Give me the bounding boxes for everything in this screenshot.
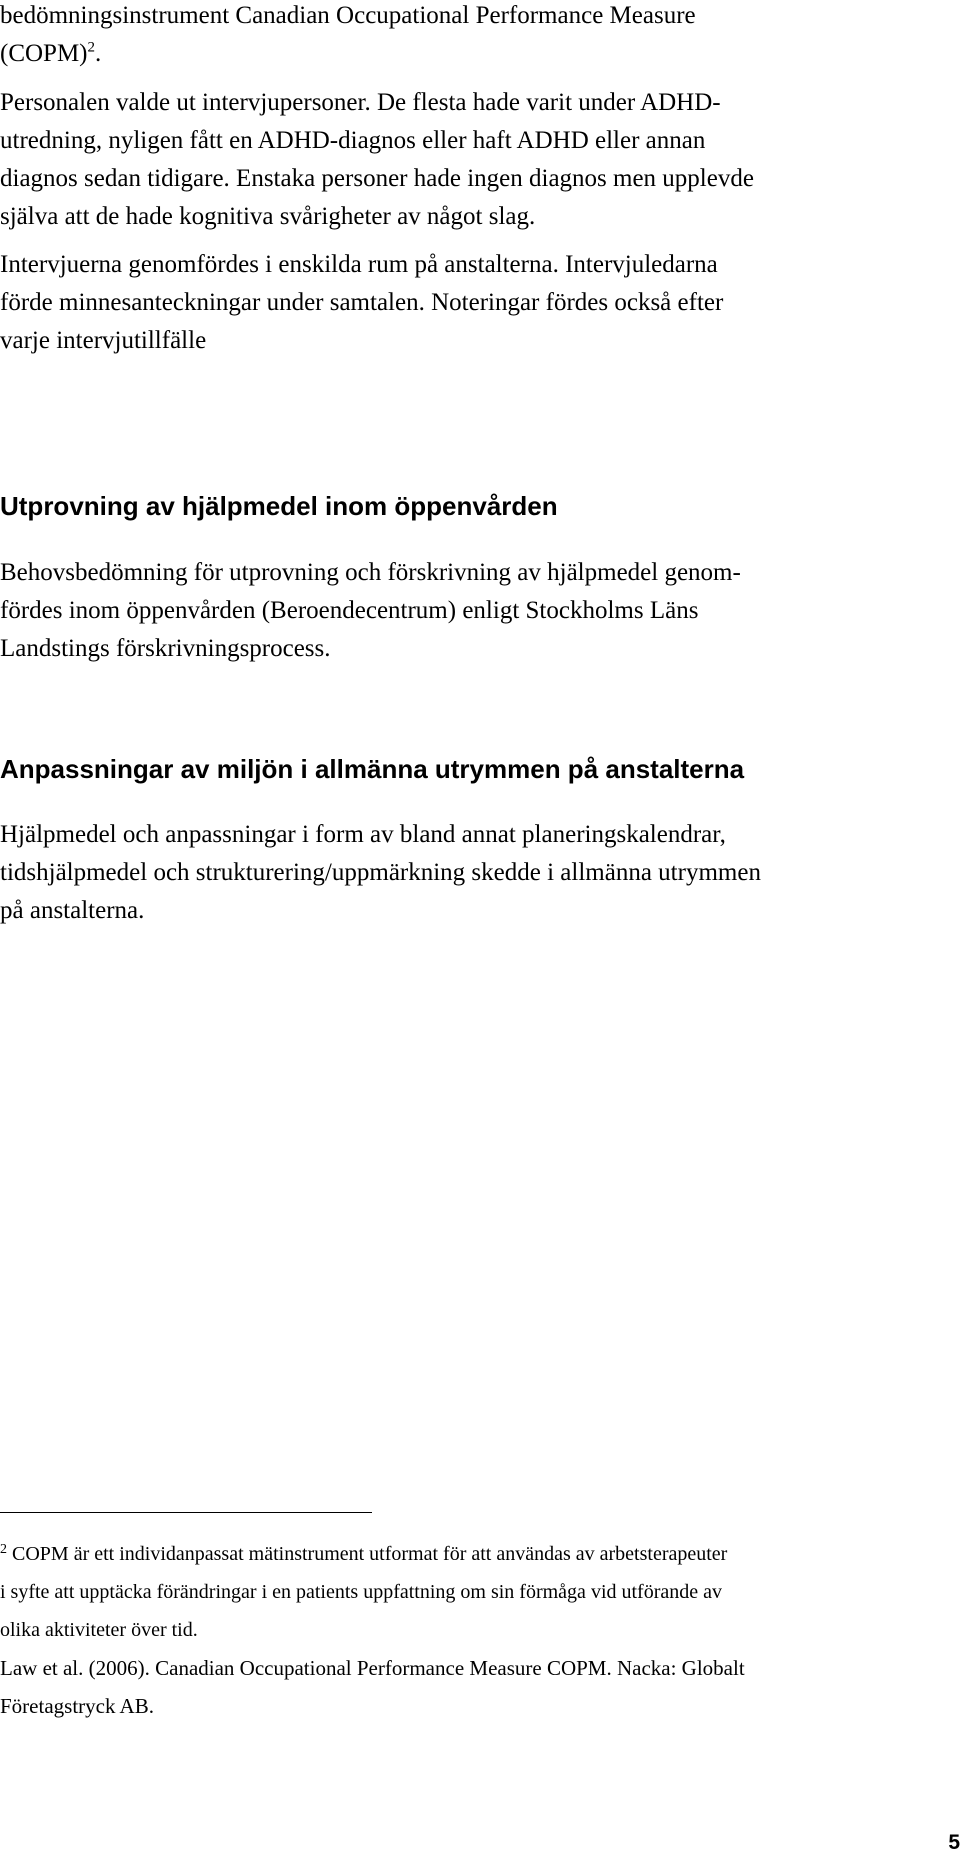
footnote-line: i syfte att upptäcka förändringar i en patients uppfattning om sin förmåga vid utförande av (0, 1581, 723, 1603)
paragraph-line: Intervjuerna genomfördes i enskilda rum på anstalterna. Intervjuledarna (0, 251, 718, 278)
paragraph-line: varje intervjutillfälle (0, 327, 207, 354)
intro-line-2-text: (COPM) (0, 40, 88, 67)
paragraph-line: Personalen valde ut intervjupersoner. De flesta hade varit under ADHD- (0, 89, 721, 116)
paragraph-line: fördes inom öppenvården (Beroendecentrum) enligt Stockholms Läns (0, 597, 699, 624)
footnote-line: olika aktiviteter över tid. (0, 1619, 198, 1641)
intro-line-2-end: . (95, 40, 102, 67)
footnote (0, 1535, 950, 1725)
paragraph-line: tidshjälpmedel och strukturering/uppmärkning skedde i allmänna utrymmen (0, 859, 761, 886)
footnote-line-1-text: COPM är ett individanpassat mätinstrument utformat för att användas av arbetsterapeuter (12, 1543, 728, 1565)
footnote-mark: 2 (0, 1542, 7, 1557)
paragraph-line: på anstalterna. (0, 897, 145, 924)
paragraph-line: Hjälpmedel och anpassningar i form av bland annat planeringskalendrar, (0, 821, 726, 848)
paragraph-line: själva att de hade kognitiva svårigheter av något slag. (0, 203, 536, 230)
footnote-reference-line: Företagstryck AB. (0, 1694, 154, 1718)
paragraph-environment (0, 816, 950, 930)
heading-outpatient-aids: Utprovning av hjälpmedel inom öppenvården (0, 491, 558, 521)
paragraph-outpatient (0, 554, 950, 668)
paragraph-line: Behovsbedömning för utprovning och förskrivning av hjälpmedel genom- (0, 559, 741, 586)
paragraph-personnel (0, 84, 950, 236)
page-number: 5 (948, 1831, 960, 1854)
footnote-divider (0, 1512, 372, 1513)
paragraph-interviews (0, 246, 950, 360)
footnote-reference: 2 (87, 39, 96, 56)
heading-environment-adaptations: Anpassningar av miljön i allmänna utrymmen på anstalterna (0, 754, 745, 784)
intro-line-1: bedömningsinstrument Canadian Occupational Performance Measure (0, 2, 696, 29)
intro-line-2 (0, 35, 950, 73)
footnote-reference-line: Law et al. (2006). Canadian Occupational Performance Measure COPM. Nacka: Globalt (0, 1656, 745, 1680)
footnote-line (0, 1535, 950, 1573)
paragraph-line: diagnos sedan tidigare. Enstaka personer hade ingen diagnos men upplevde (0, 165, 754, 192)
paragraph-line: förde minnesanteckningar under samtalen. Noteringar fördes också efter (0, 289, 724, 316)
intro-paragraph (0, 0, 950, 73)
paragraph-line: Landstings förskrivningsprocess. (0, 635, 331, 662)
paragraph-line: utredning, nyligen fått en ADHD-diagnos eller haft ADHD eller annan (0, 127, 706, 154)
